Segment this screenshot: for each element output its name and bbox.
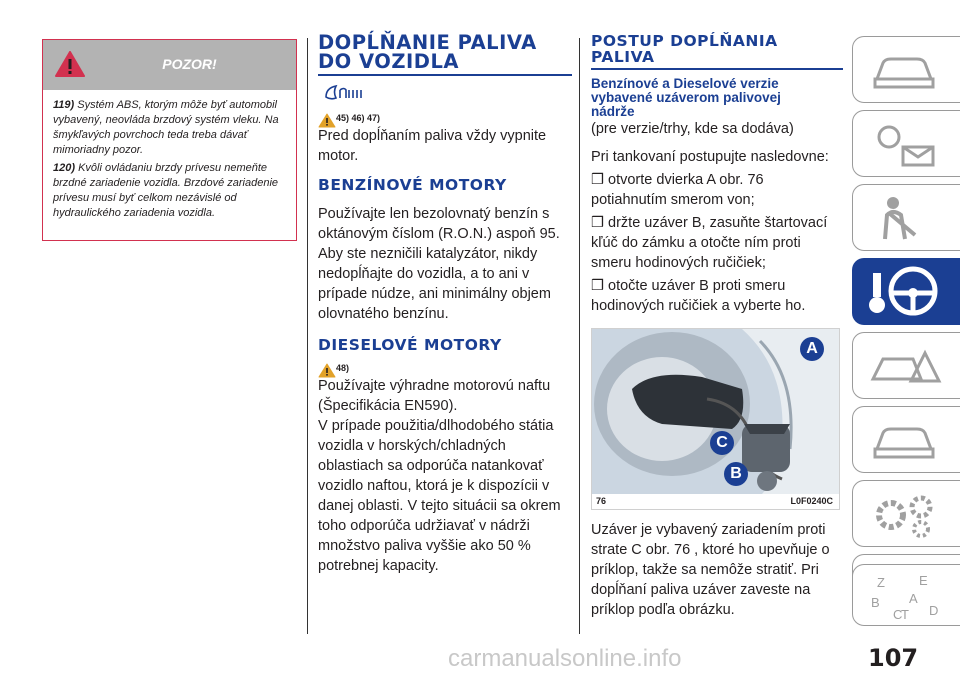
index-letter: D bbox=[929, 603, 939, 618]
figure-code: L0F0240C bbox=[790, 496, 833, 506]
index-letters-icon bbox=[863, 571, 947, 625]
page-number: 107 bbox=[868, 644, 919, 672]
eco-fuel-icon bbox=[322, 82, 370, 104]
watermark: carmanualsonline.info bbox=[448, 645, 682, 672]
step-item: ❒ otvorte dvierka A obr. 76 potiahnutím smerom von; bbox=[591, 172, 764, 208]
tab-car-overview[interactable] bbox=[852, 36, 960, 103]
gears-icon bbox=[863, 487, 947, 541]
warning-references: 45) 46) 47) bbox=[336, 113, 381, 123]
warning-item-text: Systém ABS, ktorým môže byť automobil vybavený, neovláda brzdový systém vleku. Na šmykľavých povrchoch teda treba dávať mimoriadny pozor. bbox=[53, 99, 279, 156]
figure-number: 76 bbox=[596, 496, 607, 506]
index-letter: B bbox=[871, 595, 880, 610]
warning-item-text: Kvôli ovládaniu brzdy prívesu nemeňte brzdné zariadenie vozidla. Brzdové zariadenie prívesu musí byť celkom nezávislé od hydraulického zariadenia vozidla. bbox=[53, 162, 279, 219]
key-steering-icon bbox=[863, 265, 947, 319]
procedure-column bbox=[591, 33, 843, 620]
figure-caption-bar bbox=[592, 494, 839, 509]
warning-box bbox=[42, 39, 297, 241]
note-text: (pre verzie/trhy, kde sa dodáva) bbox=[591, 121, 794, 137]
title-underline bbox=[318, 74, 572, 76]
step-item: ❒ otočte uzáver B proti smeru hodinových ručičiek a vyberte ho. bbox=[591, 278, 806, 314]
tab-warning-lights[interactable] bbox=[852, 110, 960, 177]
diesel-heading: DIESELOVÉ MOTORY bbox=[318, 336, 502, 354]
diesel-text: Používajte výhradne motorovú naftu (Špecifikácia EN590). bbox=[318, 378, 551, 414]
tab-safety[interactable] bbox=[852, 184, 960, 251]
tab-maintenance[interactable] bbox=[852, 406, 960, 473]
tab-starting-driving[interactable] bbox=[852, 258, 960, 325]
index-letter: C bbox=[893, 607, 903, 622]
section-title: DOPĹŇANIE PALIVA DO VOZIDLA bbox=[318, 31, 537, 73]
warning-item-number: 119) bbox=[53, 99, 75, 111]
column-divider bbox=[579, 38, 580, 634]
figure-76 bbox=[591, 328, 840, 510]
subheading: Benzínové a Dieselové verzie vybavené uzáverom palivovej nádrže bbox=[591, 76, 781, 119]
car-icon bbox=[863, 43, 947, 97]
title-underline bbox=[591, 68, 843, 70]
callout-c: C bbox=[710, 431, 734, 455]
petrol-text: Používajte len bezolovnatý benzín s oktánovým číslom (R.O.N.) aspoň 95. Aby ste nezničili katalyzátor, nikdy nedopĺňajte do vozidla, a to ani v prípade núdze, ani minimálny objem olovnatého benzínu. bbox=[318, 206, 560, 322]
diesel-text: V prípade použitia/dlhodobého státia vozidla v horských/chladných oblastiach sa odporúča natankovať vozidlo naftou, ktorá je k dispozícii v danej oblasti. V tejto situácii sa okrem toho odporúča udržiavať v nádrži množstvo paliva vyššie ako 50 % potrebnej kapacity. bbox=[318, 418, 561, 574]
dashboard-light-icon bbox=[863, 117, 947, 171]
after-text: Uzáver je vybavený zariadením proti strate C obr. 76 , ktoré ho upevňuje o príklop, takže sa nemôže stratiť. Pri dopĺňaní paliva uzáver zaveste na príklop podľa obrázku. bbox=[591, 522, 830, 618]
petrol-heading: BENZÍNOVÉ MOTORY bbox=[318, 176, 507, 194]
warning-item-number: 120) bbox=[53, 162, 76, 174]
callout-a: A bbox=[800, 337, 824, 361]
section-title: POSTUP DOPĹŇANIA PALIVA bbox=[591, 32, 778, 66]
index-letter: Z bbox=[877, 575, 885, 590]
index-letter: T bbox=[901, 607, 909, 622]
callout-b: B bbox=[724, 462, 748, 486]
warning-references: 48) bbox=[336, 363, 350, 373]
tab-index[interactable] bbox=[852, 564, 960, 626]
index-letter: A bbox=[909, 591, 918, 606]
intro-text: Pred dopĺňaním paliva vždy vypnite motor. bbox=[318, 128, 547, 164]
seat-belt-icon bbox=[863, 191, 947, 245]
tab-emergency[interactable] bbox=[852, 332, 960, 399]
warning-item bbox=[53, 161, 290, 221]
emergency-icon bbox=[863, 339, 947, 393]
tab-technical-data[interactable] bbox=[852, 480, 960, 547]
refuelling-column bbox=[318, 33, 572, 576]
warning-body bbox=[43, 90, 296, 221]
warning-title: POZOR! bbox=[162, 56, 217, 72]
step-item: ❒ držte uzáver B, zasuňte štartovací kľúč do zámku a otočte ním proti smeru hodinových ručičiek; bbox=[591, 215, 828, 271]
warning-item bbox=[53, 98, 290, 158]
column-divider bbox=[307, 38, 308, 634]
lead-text: Pri tankovaní postupujte nasledovne: bbox=[591, 149, 829, 165]
car-service-icon bbox=[863, 413, 947, 467]
index-letter: E bbox=[919, 573, 928, 588]
warning-header bbox=[43, 40, 296, 90]
